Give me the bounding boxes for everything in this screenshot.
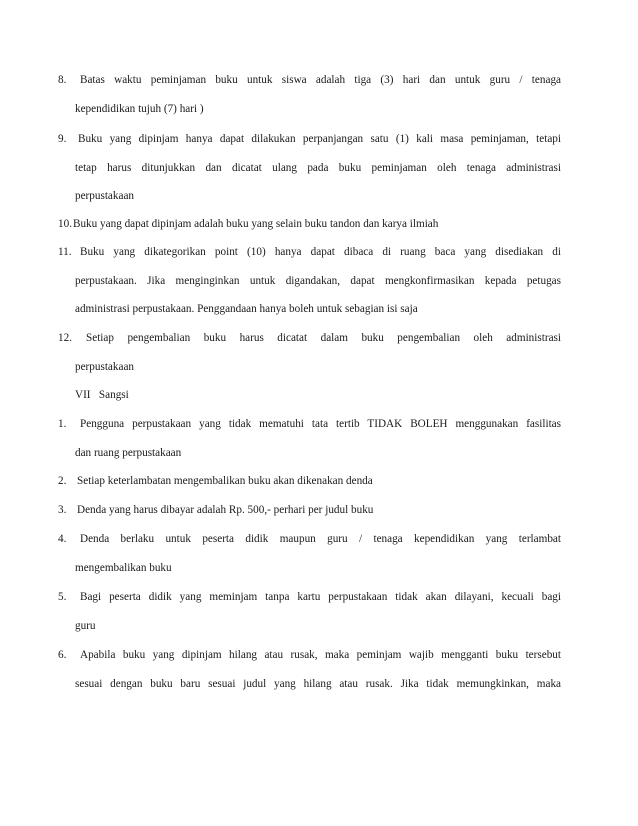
sanction-line: Denda berlaku untuk peserta didik maupun guru / tenaga kependidikan yang terlambat <box>80 533 561 545</box>
item-number: 10. <box>58 218 72 230</box>
item-line: administrasi perpustakaan. Penggandaan hanya boleh untuk sebagian isi saja <box>75 303 418 315</box>
sanction-line: Pengguna perpustakaan yang tidak mematuhi tata tertib TIDAK BOLEH menggunakan fasilitas <box>80 418 561 430</box>
sanction-number: 2. <box>58 475 67 487</box>
section-heading: VII Sangsi <box>75 389 129 401</box>
item-line: tetap harus ditunjukkan dan dicatat ulang pada buku peminjaman oleh tenaga administrasi <box>75 162 561 174</box>
sanction-number: 6. <box>58 649 67 661</box>
sanction-number: 5. <box>58 591 67 603</box>
item-line: perpustakaan. Jika menginginkan untuk digandakan, dapat mengkonfirmasikan kepada petugas <box>75 275 561 287</box>
item-line: kependidikan tujuh (7) hari ) <box>75 103 204 115</box>
sanction-line: Bagi peserta didik yang meminjam tanpa kartu perpustakaan tidak akan dilayani, kecuali bagi <box>80 591 561 603</box>
item-number: 8. <box>58 74 67 86</box>
item-number: 11. <box>58 246 72 258</box>
item-line: Buku yang dipinjam hanya dapat dilakukan perpanjangan satu (1) kali masa peminjaman, tetapi <box>78 133 561 145</box>
sanction-line: Denda yang harus dibayar adalah Rp. 500,- perhari per judul buku <box>77 504 374 516</box>
item-line: Batas waktu peminjaman buku untuk siswa adalah tiga (3) hari dan untuk guru / tenaga <box>80 74 561 86</box>
sanction-number: 4. <box>58 533 67 545</box>
sanction-line: Apabila buku yang dipinjam hilang atau rusak, maka peminjam wajib mengganti buku tersebut <box>80 649 561 661</box>
sanction-line: dan ruang perpustakaan <box>75 447 182 459</box>
sanction-number: 1. <box>58 418 67 430</box>
item-number: 9. <box>58 133 67 145</box>
sanction-line: guru <box>75 620 96 632</box>
item-line: Buku yang dapat dipinjam adalah buku yang selain buku tandon dan karya ilmiah <box>73 218 439 230</box>
sanction-number: 3. <box>58 504 67 516</box>
item-line: Setiap pengembalian buku harus dicatat dalam buku pengembalian oleh administrasi <box>86 332 561 344</box>
item-line: perpustakaan <box>75 361 135 373</box>
sanction-line: sesuai dengan buku baru sesuai judul yang hilang atau rusak. Jika tidak memungkinkan, maka <box>75 678 561 690</box>
item-number: 12. <box>58 332 72 344</box>
item-line: Buku yang dikategorikan point (10) hanya dapat dibaca di ruang baca yang disediakan di <box>80 246 561 258</box>
sanction-line: Setiap keterlambatan mengembalikan buku akan dikenakan denda <box>77 475 373 487</box>
item-line: perpustakaan <box>75 190 135 202</box>
sanction-line: mengembalikan buku <box>75 562 172 574</box>
